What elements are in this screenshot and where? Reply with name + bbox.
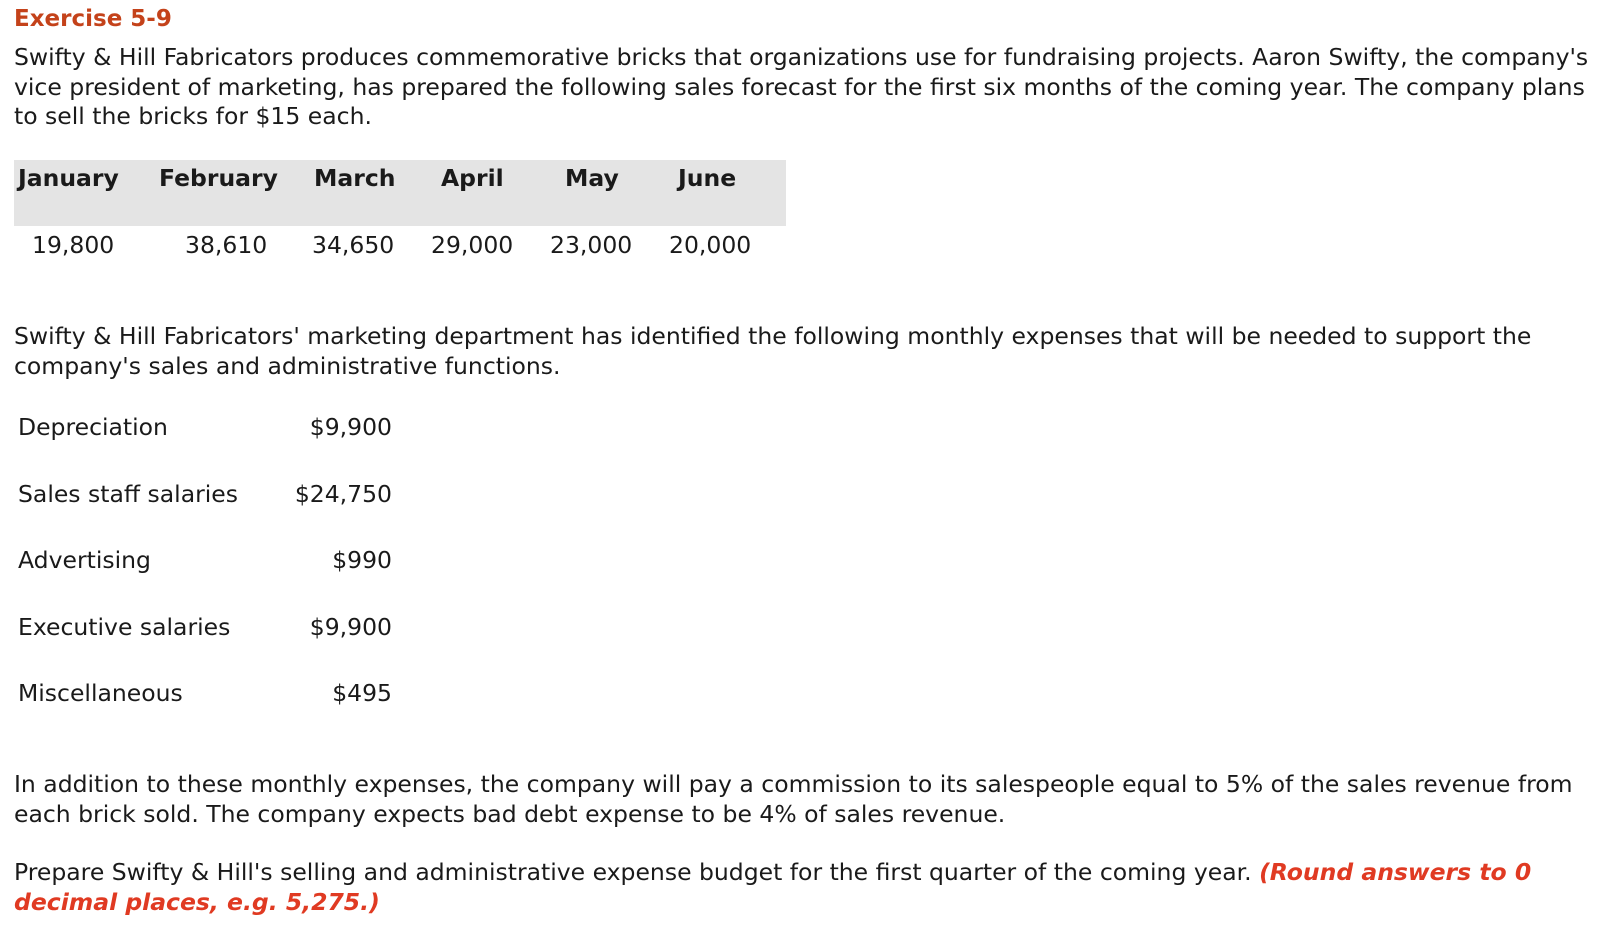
expense-amount: $9,900 <box>309 612 392 641</box>
month-header-march: March <box>314 164 396 192</box>
expense-row-depreciation <box>14 410 414 477</box>
units-may: 23,000 <box>550 231 633 259</box>
forecast-values-row <box>14 226 786 270</box>
sales-forecast-table <box>14 160 786 270</box>
monthly-expenses-table <box>14 410 414 743</box>
instructions-paragraph <box>14 858 1594 917</box>
rounding-note: (Round answers to 0 decimal places, e.g. 5,275.) <box>14 858 1532 916</box>
commission-paragraph: In addition to these monthly expenses, the company will pay a commission to its salespeople equal to 5% of the sales revenue from each brick sold. The company expects bad debt expense to be 4% of sales revenue. <box>14 770 1573 828</box>
forecast-header-row <box>14 160 786 226</box>
expense-label: Depreciation <box>18 413 168 441</box>
month-header-april: April <box>441 164 504 192</box>
month-header-february: February <box>159 164 278 192</box>
expense-row-executive-salaries <box>14 610 414 677</box>
intro-paragraph: Swifty & Hill Fabricators produces commemorative bricks that organizations use for fundraising projects. Aaron Swifty, the company's vice president of marketing, has prepared the following sales forecast for the first six months of the coming year. The company plans to sell the bricks for $15 each. <box>14 43 1589 130</box>
instructions-text: Prepare Swifty & Hill's selling and administrative expense budget for the first quarter of the coming year. <box>14 858 1252 886</box>
expense-amount: $990 <box>332 546 392 574</box>
exercise-title: Exercise 5-9 <box>14 6 172 32</box>
expense-label: Sales staff salaries <box>18 479 239 508</box>
expense-row-miscellaneous <box>14 676 414 743</box>
month-header-may: May <box>565 164 619 192</box>
units-april: 29,000 <box>431 231 514 259</box>
month-header-january: January <box>18 164 119 192</box>
units-june: 20,000 <box>669 231 752 259</box>
month-header-june: June <box>678 164 737 192</box>
units-march: 34,650 <box>312 231 395 259</box>
expense-amount: $9,900 <box>309 413 392 441</box>
expenses-intro-paragraph: Swifty & Hill Fabricators' marketing department has identified the following monthly expenses that will be needed to support the company's sales and administrative functions. <box>14 322 1532 380</box>
expense-label: Executive salaries <box>18 612 231 641</box>
expense-label: Miscellaneous <box>18 679 183 707</box>
expense-row-sales-staff-salaries <box>14 477 414 544</box>
expense-amount: $24,750 <box>294 479 392 508</box>
units-february: 38,610 <box>185 231 268 259</box>
expense-amount: $495 <box>332 679 392 707</box>
expense-row-advertising <box>14 543 414 610</box>
units-january: 19,800 <box>32 231 115 259</box>
expense-label: Advertising <box>18 546 151 574</box>
